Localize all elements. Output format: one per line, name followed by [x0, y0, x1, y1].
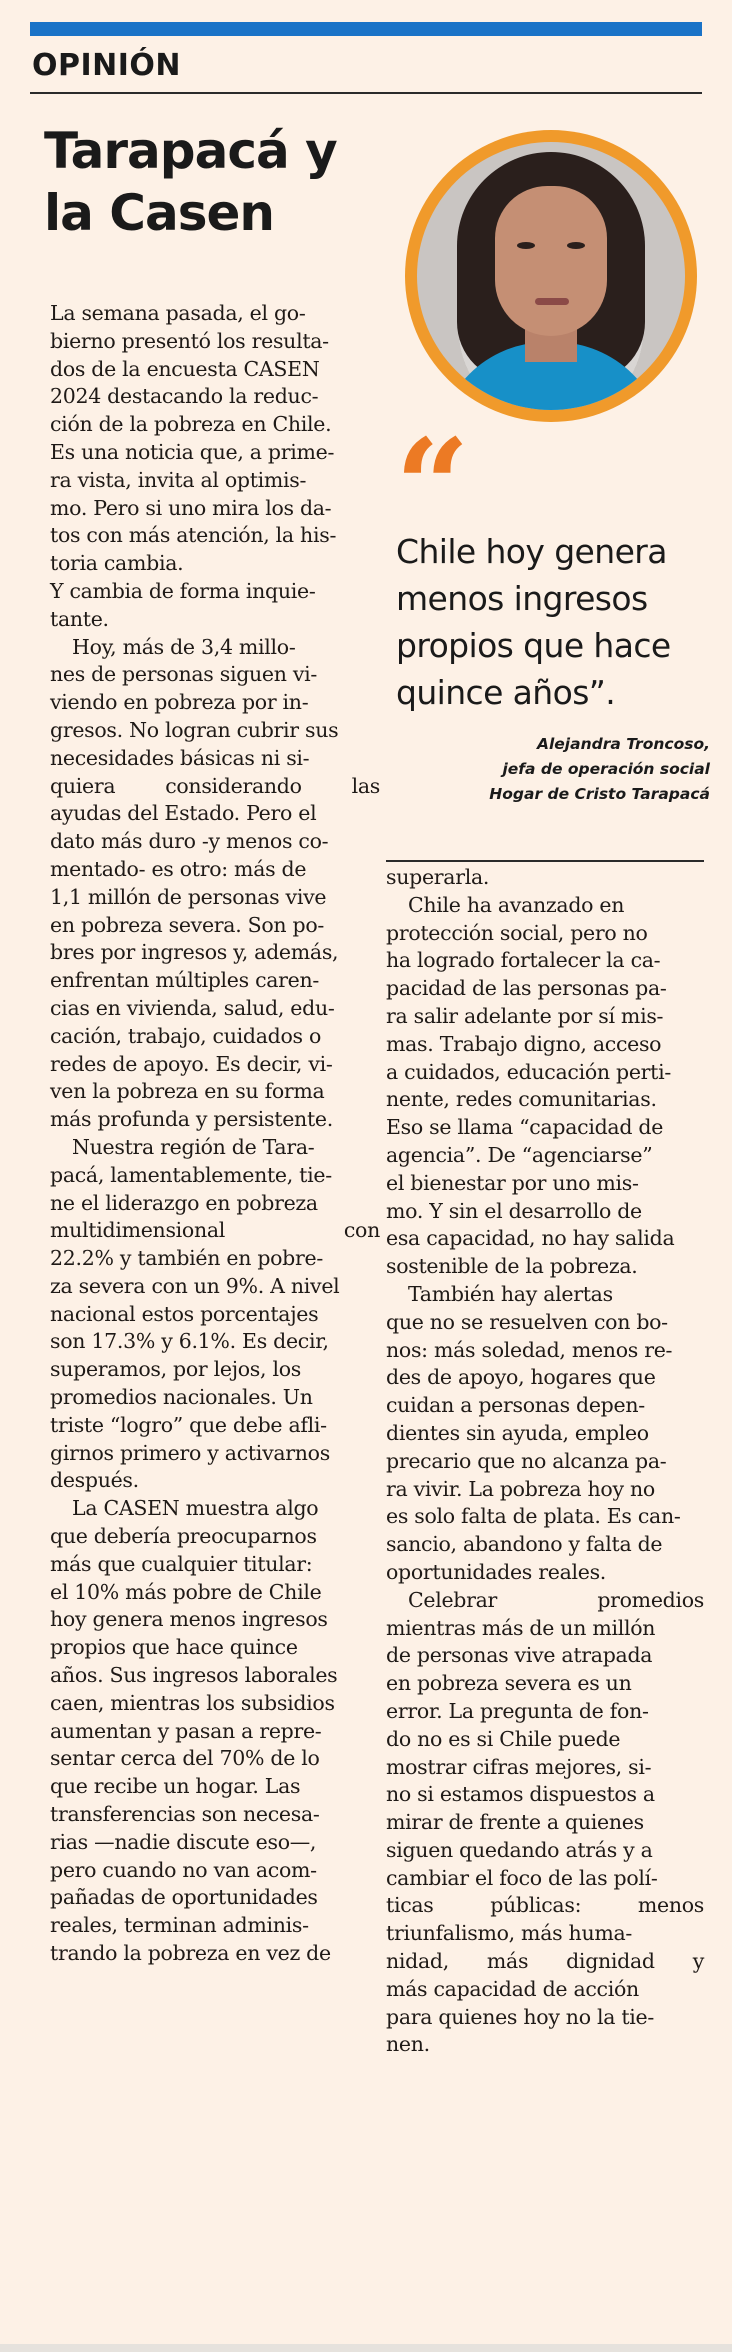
body-text-line: Hoy, más de 3,4 millo-	[72, 634, 296, 659]
body-text-line: tante.	[50, 606, 109, 631]
body-text-line: cuidan a personas depen-	[386, 1393, 645, 1418]
body-text-line: mientras más de un millón	[386, 1615, 656, 1640]
body-text-line: superamos, por lejos, los	[50, 1357, 301, 1382]
body-text-line: cación, trabajo, cuidados o	[50, 1023, 321, 1048]
body-text-line: es solo falta de plata. Es can-	[386, 1504, 681, 1529]
body-text-line: ra vista, invita al optimis-	[50, 467, 307, 492]
body-text-line: ra salir adelante por sí mis-	[386, 1003, 664, 1028]
body-text-line: nente, redes comunitarias.	[386, 1087, 657, 1112]
body-column-right	[386, 864, 704, 2059]
body-text-line: años. Sus ingresos laborales	[50, 1663, 338, 1688]
body-text-line: ción de la pobreza en Chile.	[50, 412, 332, 437]
body-text-line: nos: más soledad, menos re-	[386, 1337, 673, 1362]
body-text-line: siguen quedando atrás y a	[386, 1837, 653, 1862]
author-photo	[405, 130, 697, 422]
body-text-line: agencia”. De “agenciarse”	[386, 1142, 653, 1167]
body-text-line: error. La pregunta de fon-	[386, 1698, 649, 1723]
quote-mark-icon: “	[395, 410, 470, 563]
body-text-line: Celebrar promedios	[408, 1587, 704, 1612]
author-name: Alejandra Troncoso,	[536, 735, 710, 753]
pull-quote-line: Chile hoy genera	[396, 532, 667, 571]
body-text-line: nidad, más dignidad y	[386, 1949, 704, 1974]
author-portrait	[417, 142, 685, 410]
body-text-line: sentar cerca del 70% de lo	[50, 1746, 320, 1771]
headline	[44, 120, 404, 244]
body-text-line: ra vivir. La pobreza hoy no	[386, 1476, 655, 1501]
headline-line: la Casen	[44, 184, 274, 242]
body-text-line: sancio, abandono y falta de	[386, 1532, 663, 1557]
body-text-line: mas. Trabajo digno, acceso	[386, 1031, 662, 1056]
page-bottom-edge	[0, 2344, 732, 2352]
body-text-line: mentado- es otro: más de	[50, 856, 307, 881]
body-text-line: hoy genera menos ingresos	[50, 1607, 328, 1632]
body-text-line: La CASEN muestra algo	[72, 1496, 319, 1521]
body-text-line: 1,1 millón de personas vive	[50, 884, 327, 909]
body-text-line: triste “logro” que debe afli-	[50, 1412, 327, 1437]
body-text-line: nes de personas siguen vi-	[50, 662, 318, 687]
body-text-line: protección social, pero no	[386, 920, 648, 945]
body-text-line: redes de apoyo. Es decir, vi-	[50, 1051, 333, 1076]
body-text-line: mo. Y sin el desarrollo de	[386, 1198, 642, 1223]
body-text-line: precario que no alcanza pa-	[386, 1448, 667, 1473]
top-accent-bar	[30, 22, 702, 36]
body-text-line: za severa con un 9%. A nivel	[50, 1273, 340, 1298]
body-text-line: cias en vivienda, salud, edu-	[50, 995, 335, 1020]
body-text-line: que recibe un hogar. Las	[50, 1774, 301, 1799]
body-text-line: pañadas de oportunidades	[50, 1885, 318, 1910]
body-text-line: no si estamos dispuestos a	[386, 1782, 655, 1807]
body-text-line: ticas públicas: menos	[386, 1893, 704, 1918]
body-text-line: nacional estos porcentajes	[50, 1301, 319, 1326]
body-text-line: Eso se llama “capacidad de	[386, 1115, 664, 1140]
body-text-line: des de apoyo, hogares que	[386, 1365, 656, 1390]
body-text-line: aumentan y pasan a repre-	[50, 1718, 322, 1743]
body-text-line: gresos. No logran cubrir sus	[50, 717, 339, 742]
body-text-line: pacidad de las personas pa-	[386, 976, 667, 1001]
body-text-line: esa capacidad, no hay salida	[386, 1226, 675, 1251]
body-text-line: multidimensional con	[50, 1218, 380, 1243]
body-text-line: más capacidad de acción	[386, 1976, 639, 2001]
body-text-line: bres por ingresos y, además,	[50, 940, 339, 965]
body-text-line: Y cambia de forma inquie-	[50, 578, 316, 603]
pull-quote-line: menos ingresos	[396, 579, 648, 618]
body-text-line: pacá, lamentablemente, tie-	[50, 1162, 332, 1187]
column-divider	[386, 860, 704, 862]
body-text-line: tos con más atención, la his-	[50, 523, 337, 548]
pull-quote-line: quince años”.	[396, 673, 616, 712]
body-text-line: dos de la encuesta CASEN	[50, 356, 320, 381]
body-text-line: que no se resuelven con bo-	[386, 1309, 668, 1334]
body-text-line: en pobreza severa es un	[386, 1671, 632, 1696]
body-text-line: pero cuando no van acom-	[50, 1857, 317, 1882]
body-text-line: de personas vive atrapada	[386, 1643, 653, 1668]
body-text-line: a cuidados, educación perti-	[386, 1059, 671, 1084]
body-text-line: más profunda y persistente.	[50, 1107, 333, 1132]
body-text-line: ayudas del Estado. Pero el	[50, 801, 317, 826]
body-text-line: 22.2% y también en pobre-	[50, 1246, 323, 1271]
author-org: Hogar de Cristo Tarapacá	[489, 785, 710, 803]
body-text-line: viendo en pobreza por in-	[50, 690, 309, 715]
author-attribution	[489, 732, 710, 807]
body-text-line: el bienestar por uno mis-	[386, 1170, 639, 1195]
body-text-line: mirar de frente a quienes	[386, 1810, 644, 1835]
body-text-line: trando la pobreza en vez de	[50, 1941, 331, 1966]
body-text-line: bierno presentó los resulta-	[50, 328, 329, 353]
body-text-line: mo. Pero si uno mira los da-	[50, 495, 332, 520]
body-text-line: necesidades básicas ni si-	[50, 745, 310, 770]
section-label: OPINIÓN	[32, 48, 182, 83]
body-text-line: después.	[50, 1468, 139, 1493]
body-text-line: dientes sin ayuda, empleo	[386, 1420, 649, 1445]
headline-line: Tarapacá y	[44, 122, 337, 180]
body-text-line: reales, terminan adminis-	[50, 1913, 309, 1938]
body-text-line: ven la pobreza en su forma	[50, 1079, 325, 1104]
body-column-left	[50, 300, 380, 1968]
body-text-line: Es una noticia que, a prime-	[50, 439, 335, 464]
body-text-line: mostrar cifras mejores, si-	[386, 1754, 652, 1779]
body-text-line: más que cualquier titular:	[50, 1551, 313, 1576]
body-text-line: También hay alertas	[408, 1281, 613, 1306]
body-text-line: La semana pasada, el go-	[50, 301, 306, 325]
body-text-line: toria cambia.	[50, 551, 184, 576]
body-text-line: el 10% más pobre de Chile	[50, 1579, 322, 1604]
body-text-line: triunfalismo, más huma-	[386, 1921, 633, 1946]
body-text-line: girnos primero y activarnos	[50, 1440, 330, 1465]
pull-quote	[396, 528, 706, 716]
pull-quote-line: propios que hace	[396, 626, 671, 665]
body-text-line: quiera considerando las	[50, 773, 380, 798]
body-text-line: propios que hace quince	[50, 1635, 298, 1660]
body-text-line: 2024 destacando la reduc-	[50, 384, 319, 409]
body-text-line: ne el liderazgo en pobreza	[50, 1190, 318, 1215]
body-text-line: dato más duro -y menos co-	[50, 829, 329, 854]
body-text-line: nen.	[386, 2032, 430, 2057]
body-text-line: rias —nadie discute eso—,	[50, 1829, 317, 1854]
body-text-line: sostenible de la pobreza.	[386, 1254, 638, 1279]
section-divider	[30, 92, 702, 94]
body-text-line: do no es si Chile puede	[386, 1726, 621, 1751]
body-text-line: en pobreza severa. Son po-	[50, 912, 325, 937]
body-text-line: cambiar el foco de las polí-	[386, 1865, 658, 1890]
body-text-line: superarla.	[386, 865, 490, 889]
body-text-line: enfrentan múltiples caren-	[50, 968, 320, 993]
body-text-line: promedios nacionales. Un	[50, 1385, 313, 1410]
body-text-line: son 17.3% y 6.1%. Es decir,	[50, 1329, 329, 1354]
body-text-line: ha logrado fortalecer la ca-	[386, 948, 661, 973]
body-text-line: que debería preocuparnos	[50, 1524, 317, 1549]
author-role: jefa de operación social	[502, 760, 710, 778]
body-text-line: transferencias son necesa-	[50, 1802, 320, 1827]
body-text-line: Chile ha avanzado en	[408, 892, 625, 917]
body-text-line: oportunidades reales.	[386, 1559, 607, 1584]
body-text-line: caen, mientras los subsidios	[50, 1690, 335, 1715]
body-text-line: para quienes hoy no la tie-	[386, 2004, 655, 2029]
body-text-line: Nuestra región de Tara-	[72, 1134, 315, 1159]
